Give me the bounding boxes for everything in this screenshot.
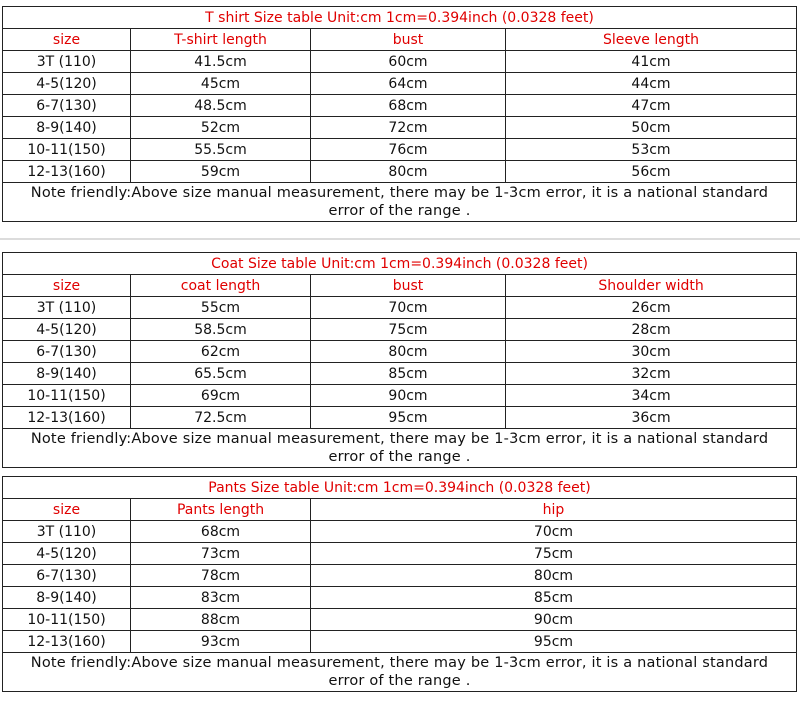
sleeve-cell: 41cm	[506, 51, 797, 73]
tshirt-note	[3, 183, 797, 222]
coat-table-title: Coat Size table Unit:cm 1cm=0.394inch (0.0328 feet)	[3, 253, 797, 275]
length-cell: 55cm	[131, 297, 311, 319]
table-row	[3, 297, 797, 319]
coat-header-size: size	[3, 275, 131, 297]
pants-header-hip: hip	[311, 499, 797, 521]
size-cell: 4-5(120)	[3, 319, 131, 341]
coat-note	[3, 429, 797, 468]
length-cell: 72.5cm	[131, 407, 311, 429]
length-cell: 62cm	[131, 341, 311, 363]
note-line-1: Note friendly:Above size manual measurement, there may be 1-3cm error, it is a national standard	[30, 655, 769, 671]
tshirt-header-bust: bust	[311, 29, 506, 51]
size-cell: 4-5(120)	[3, 73, 131, 95]
tshirt-size-table	[2, 6, 797, 222]
pants-note	[3, 653, 797, 692]
hip-cell: 70cm	[311, 521, 797, 543]
table-row	[3, 521, 797, 543]
bust-cell: 68cm	[311, 95, 506, 117]
table-row	[3, 565, 797, 587]
hip-cell: 95cm	[311, 631, 797, 653]
note-line-1: Note friendly:Above size manual measurement, there may be 1-3cm error, it is a national standard	[30, 431, 769, 447]
size-cell: 3T (110)	[3, 521, 131, 543]
coat-size-table	[2, 252, 797, 468]
section-divider	[0, 238, 800, 240]
note-line-2: error of the range .	[328, 203, 471, 219]
bust-cell: 64cm	[311, 73, 506, 95]
bust-cell: 80cm	[311, 341, 506, 363]
hip-cell: 80cm	[311, 565, 797, 587]
note-line-1: Note friendly:Above size manual measurement, there may be 1-3cm error, it is a national standard	[30, 185, 769, 201]
size-cell: 8-9(140)	[3, 117, 131, 139]
length-cell: 52cm	[131, 117, 311, 139]
size-cell: 8-9(140)	[3, 363, 131, 385]
sleeve-cell: 56cm	[506, 161, 797, 183]
size-cell: 12-13(160)	[3, 161, 131, 183]
bust-cell: 72cm	[311, 117, 506, 139]
size-cell: 10-11(150)	[3, 385, 131, 407]
sleeve-cell: 44cm	[506, 73, 797, 95]
size-cell: 3T (110)	[3, 297, 131, 319]
bust-cell: 76cm	[311, 139, 506, 161]
table-row	[3, 139, 797, 161]
sleeve-cell: 50cm	[506, 117, 797, 139]
coat-header-length: coat length	[131, 275, 311, 297]
size-cell: 4-5(120)	[3, 543, 131, 565]
length-cell: 45cm	[131, 73, 311, 95]
length-cell: 48.5cm	[131, 95, 311, 117]
sleeve-cell: 53cm	[506, 139, 797, 161]
bust-cell: 75cm	[311, 319, 506, 341]
size-cell: 10-11(150)	[3, 139, 131, 161]
table-row	[3, 543, 797, 565]
size-cell: 6-7(130)	[3, 565, 131, 587]
coat-header-shoulder: Shoulder width	[506, 275, 797, 297]
size-cell: 12-13(160)	[3, 631, 131, 653]
tshirt-header-sleeve: Sleeve length	[506, 29, 797, 51]
length-cell: 69cm	[131, 385, 311, 407]
shoulder-cell: 30cm	[506, 341, 797, 363]
table-row	[3, 95, 797, 117]
table-row	[3, 609, 797, 631]
bust-cell: 90cm	[311, 385, 506, 407]
shoulder-cell: 32cm	[506, 363, 797, 385]
sleeve-cell: 47cm	[506, 95, 797, 117]
table-row	[3, 363, 797, 385]
size-cell: 12-13(160)	[3, 407, 131, 429]
length-cell: 78cm	[131, 565, 311, 587]
shoulder-cell: 28cm	[506, 319, 797, 341]
length-cell: 58.5cm	[131, 319, 311, 341]
size-cell: 10-11(150)	[3, 609, 131, 631]
tshirt-header-size: size	[3, 29, 131, 51]
length-cell: 41.5cm	[131, 51, 311, 73]
shoulder-cell: 34cm	[506, 385, 797, 407]
bust-cell: 70cm	[311, 297, 506, 319]
hip-cell: 90cm	[311, 609, 797, 631]
length-cell: 83cm	[131, 587, 311, 609]
table-row	[3, 73, 797, 95]
bust-cell: 60cm	[311, 51, 506, 73]
pants-size-table	[2, 476, 797, 692]
table-row	[3, 341, 797, 363]
table-row	[3, 587, 797, 609]
bust-cell: 85cm	[311, 363, 506, 385]
table-row	[3, 631, 797, 653]
table-row	[3, 407, 797, 429]
hip-cell: 85cm	[311, 587, 797, 609]
length-cell: 59cm	[131, 161, 311, 183]
length-cell: 68cm	[131, 521, 311, 543]
table-row	[3, 385, 797, 407]
size-cell: 8-9(140)	[3, 587, 131, 609]
hip-cell: 75cm	[311, 543, 797, 565]
length-cell: 55.5cm	[131, 139, 311, 161]
bust-cell: 80cm	[311, 161, 506, 183]
table-row	[3, 161, 797, 183]
size-cell: 6-7(130)	[3, 341, 131, 363]
size-cell: 3T (110)	[3, 51, 131, 73]
length-cell: 65.5cm	[131, 363, 311, 385]
length-cell: 93cm	[131, 631, 311, 653]
pants-header-length: Pants length	[131, 499, 311, 521]
table-row	[3, 117, 797, 139]
length-cell: 88cm	[131, 609, 311, 631]
table-row	[3, 51, 797, 73]
size-cell: 6-7(130)	[3, 95, 131, 117]
table-row	[3, 319, 797, 341]
tshirt-table-title: T shirt Size table Unit:cm 1cm=0.394inch (0.0328 feet)	[3, 7, 797, 29]
shoulder-cell: 36cm	[506, 407, 797, 429]
tshirt-header-length: T-shirt length	[131, 29, 311, 51]
bust-cell: 95cm	[311, 407, 506, 429]
length-cell: 73cm	[131, 543, 311, 565]
pants-header-size: size	[3, 499, 131, 521]
shoulder-cell: 26cm	[506, 297, 797, 319]
note-line-2: error of the range .	[328, 449, 471, 465]
coat-header-bust: bust	[311, 275, 506, 297]
pants-table-title: Pants Size table Unit:cm 1cm=0.394inch (0.0328 feet)	[3, 477, 797, 499]
note-line-2: error of the range .	[328, 673, 471, 689]
